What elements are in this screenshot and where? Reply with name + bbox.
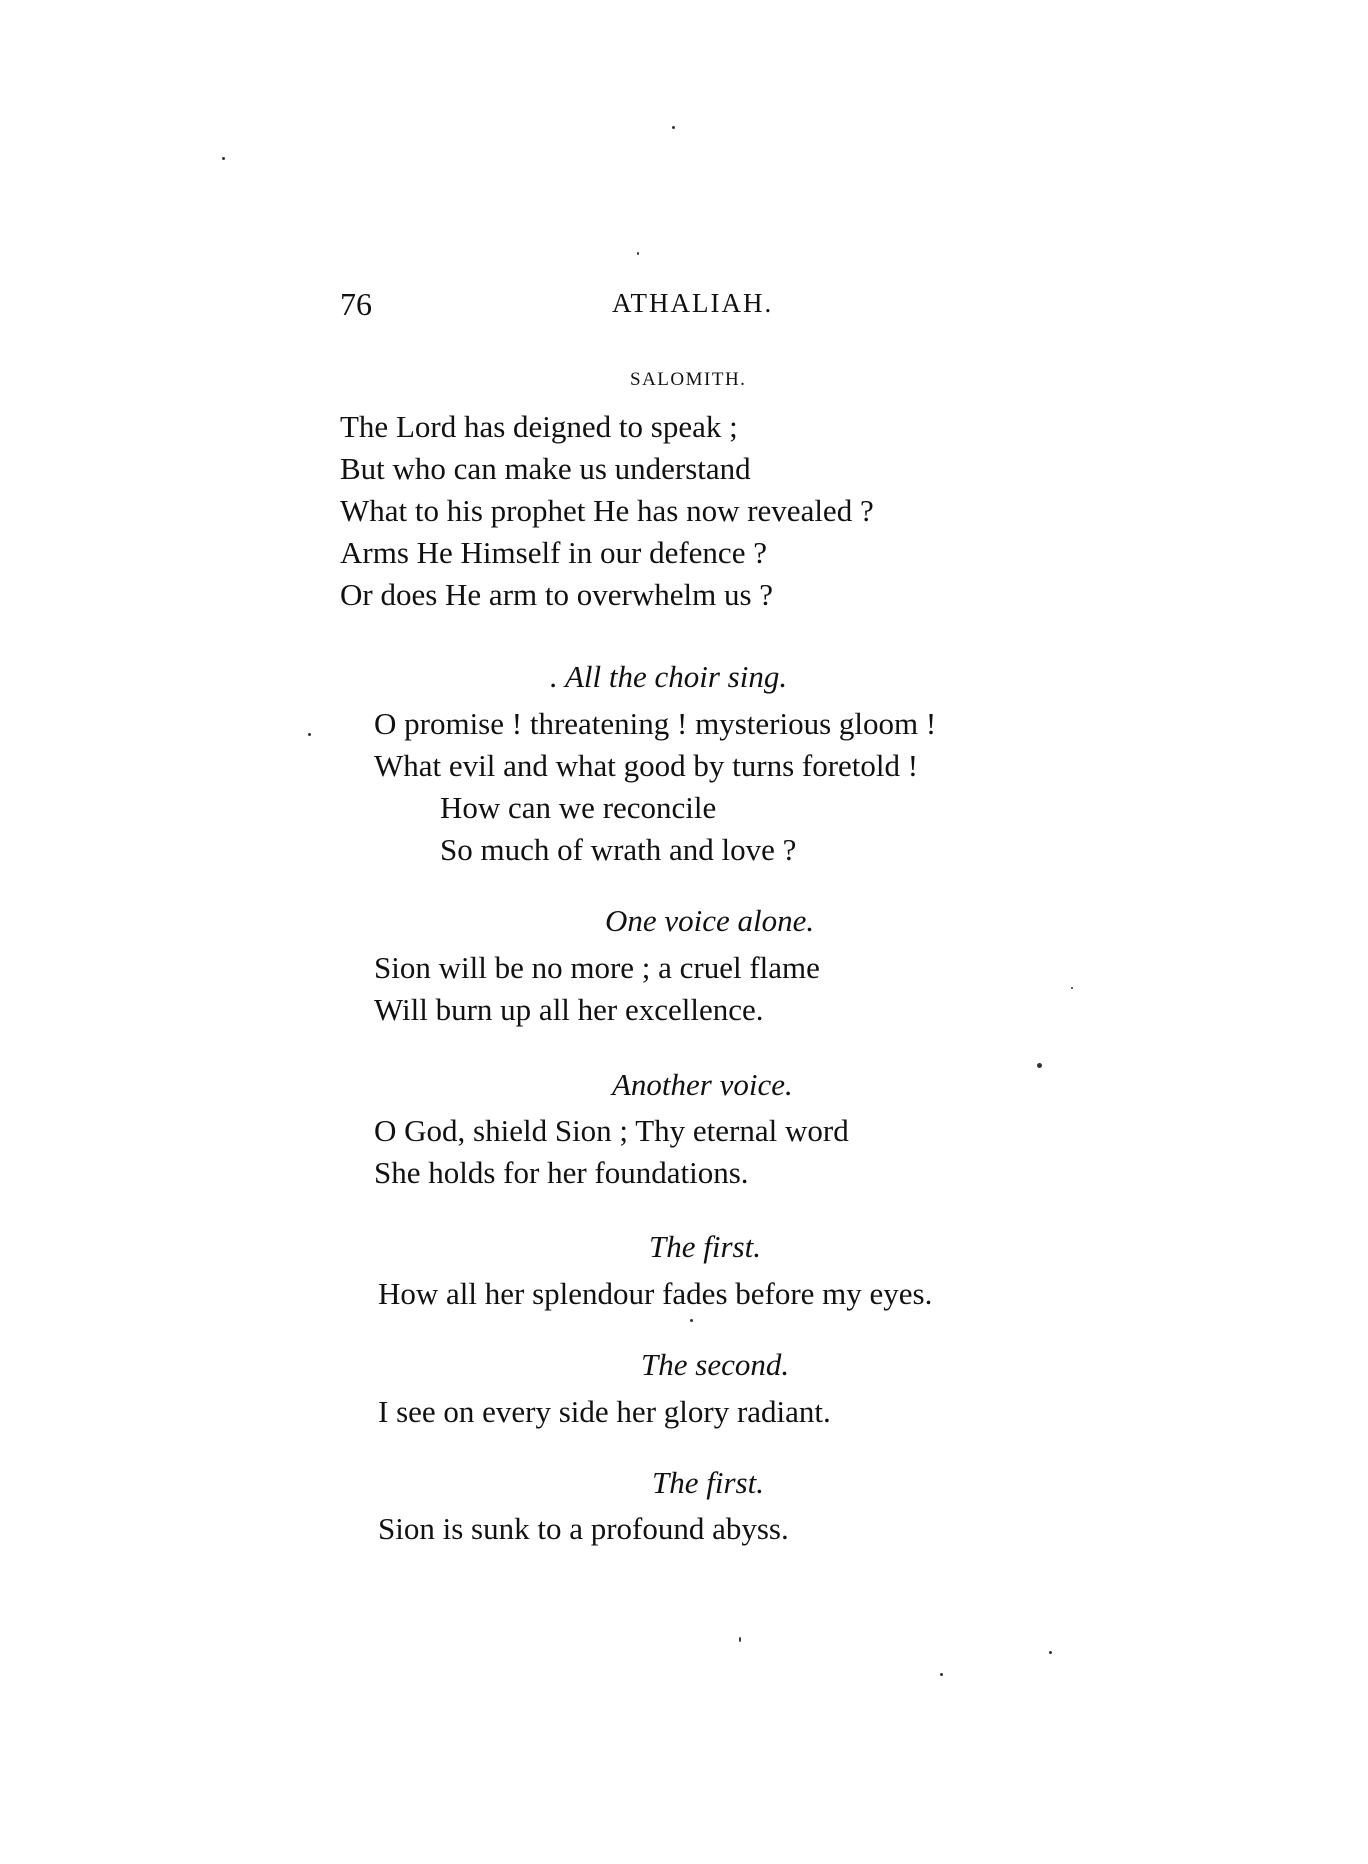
verse-line: She holds for her foundations. <box>374 1155 749 1190</box>
first-speech-2 <box>378 1508 789 1550</box>
scan-speck <box>739 1637 741 1642</box>
verse-line: What evil and what good by turns foretold ! <box>374 748 919 783</box>
scan-speck <box>222 157 225 160</box>
scan-speck <box>940 1673 943 1676</box>
stage-direction: The first. <box>649 1229 761 1264</box>
choir-speech <box>374 703 936 871</box>
verse-line: Sion is sunk to a profound abyss. <box>378 1511 789 1546</box>
verse-line: Or does He arm to overwhelm us ? <box>340 577 774 612</box>
verse-line: But who can make us understand <box>340 451 751 486</box>
scan-speck <box>637 252 639 255</box>
verse-line: The Lord has deigned to speak ; <box>340 409 738 444</box>
running-title: ATHALIAH. <box>612 288 774 318</box>
verse-line: How all her splendour fades before my eyes. <box>378 1276 933 1311</box>
speaker-name: SALOMITH. <box>630 369 747 390</box>
another-voice-speech <box>374 1110 849 1194</box>
verse-line: I see on every side her glory radiant. <box>378 1394 831 1429</box>
verse-line: Sion will be no more ; a cruel flame <box>374 950 820 985</box>
verse-line: Will burn up all her excellence. <box>374 992 764 1027</box>
stage-direction: Another voice. <box>612 1067 793 1102</box>
page-number: 76 <box>340 286 372 322</box>
stage-direction: . All the choir sing. <box>550 659 788 694</box>
verse-line: O promise ! threatening ! mysterious gloom ! <box>374 706 937 741</box>
verse-line: Arms He Himself in our defence ? <box>340 535 767 570</box>
verse-line: How can we reconcile <box>440 790 717 825</box>
one-voice-speech <box>374 947 820 1031</box>
scan-speck <box>308 733 311 736</box>
verse-line: What to his prophet He has now revealed ? <box>340 493 874 528</box>
scan-speck <box>672 126 675 129</box>
scan-speck <box>1071 987 1073 989</box>
second-speech <box>378 1391 831 1433</box>
salomith-speech <box>340 406 874 616</box>
scan-speck <box>690 1319 693 1322</box>
first-speech <box>378 1273 932 1315</box>
scan-speck <box>1037 1063 1042 1068</box>
stage-direction: The second. <box>641 1347 790 1382</box>
stage-direction: One voice alone. <box>605 903 815 938</box>
scan-speck <box>1049 1651 1052 1654</box>
verse-line: O God, shield Sion ; Thy eternal word <box>374 1113 849 1148</box>
stage-direction: The first. <box>652 1465 764 1500</box>
verse-line: So much of wrath and love ? <box>440 832 797 867</box>
